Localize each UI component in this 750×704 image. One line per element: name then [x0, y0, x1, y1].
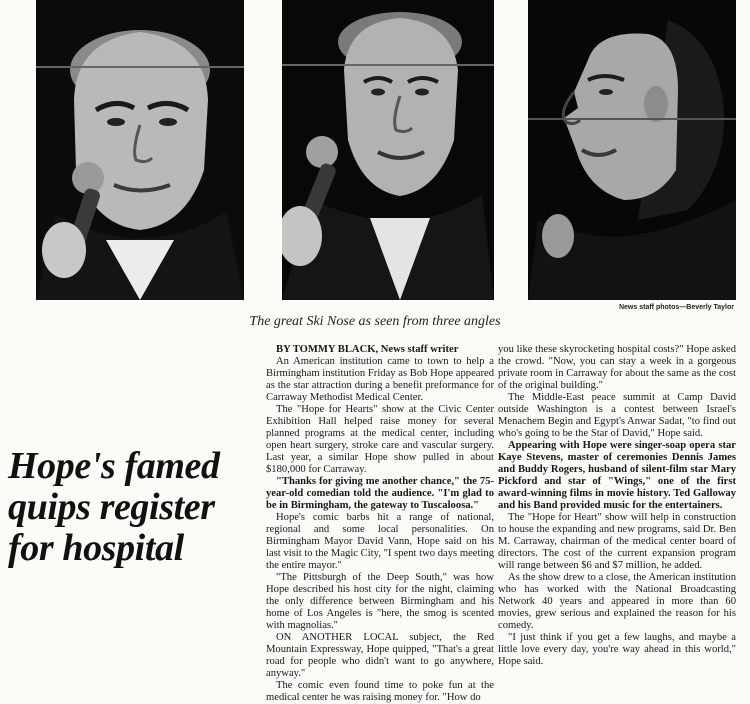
paragraph: The "Hope for Heart" show will help in construction to house the expanding and new programs, said Dr. Ben M. Carraway, chairman of the medical center board of directors. The cost of the current expansion program will range between $6 and $7 million, he added.: [498, 512, 736, 571]
photo-center: [282, 0, 494, 300]
paragraph: ON ANOTHER LOCAL subject, the Red Mountain Expressway, Hope quipped, "That's a great road for people who didn't want to go anywhere, anyway.": [266, 632, 494, 679]
article-column-1: [266, 344, 494, 704]
photo-right: [528, 0, 736, 300]
paragraph: Hope's comic barbs hit a range of national, regional and some local personalities. On Birmingham Mayor David Vann, Hope said on his last visit to the Magic City, "I spent two days meeting the entire mayor.": [266, 512, 494, 571]
bob-hope-portrait-left: [36, 0, 244, 300]
paragraph: The comic even found time to poke fun at the medical center he was raising money for. "How do: [266, 680, 494, 703]
paragraph: The "Hope for Hearts" show at the Civic Center Exhibition Hall helped raise money for several planned programs at the medical center, including open heart surgery, stroke care and vascular surgery. Last year, a similar Hope show pulled in about $180,000 for Carraway.: [266, 404, 494, 475]
headline: [8, 446, 263, 569]
paragraph: "The Pittsburgh of the Deep South," was how Hope described his host city for the night, claiming the only difference between Birmingham and his home of Los Angeles is "here, the smog is scented with magnolias.": [266, 572, 494, 631]
bob-hope-portrait-center: [282, 0, 494, 300]
headline-line-1: Hope's famed: [8, 445, 220, 487]
headline-line-3: for hospital: [8, 527, 184, 569]
paragraph: The Middle-East peace summit at Camp David outside Washington is a contest between Israel's Menachem Begin and Egypt's Anwar Sadat, "to find out who's going to be the Star of David," Hope said.: [498, 392, 736, 439]
paragraph: An American institution came to town to help a Birmingham institution Friday as Bob Hope appeared as the star attraction during a benefit preformance for Carraway Methodist Medical Center.: [266, 356, 494, 403]
photo-caption: The great Ski Nose as seen from three angles: [249, 314, 501, 329]
paragraph: Appearing with Hope were singer-soap opera star Kaye Stevens, master of ceremonies Dennis James and Buddy Rogers, husband of silent-film star Mary Pickford and star of "Wings," one of the first award-winning films in movie history. Ted Galloway and his Band provided music for the entertainers.: [498, 440, 736, 511]
bob-hope-portrait-profile: [528, 0, 736, 300]
paragraph: you like these skyrocketing hospital costs?" Hope asked the crowd. "Now, you can stay a week in a gorgeous private room in Carraway for about the same as the cost of the original building.": [498, 344, 736, 391]
paragraph: "Thanks for giving me another chance," the 75-year-old comedian told the audience. "I'm glad to be in Birmingham, the gateway to Tuscaloosa.": [266, 476, 494, 511]
article-column-2: [498, 344, 736, 668]
paragraph: As the show drew to a close, the American institution who has worked with the National Broadcasting Network 40 years and appeared in more than 60 movies, grew serious and explained the reason for his comedy.: [498, 572, 736, 631]
headline-line-2: quips register: [8, 486, 215, 528]
photo-credit: News staff photos—Beverly Taylor: [618, 304, 734, 311]
paragraph: "I just think if you get a few laughs, and maybe a little love every day, you're way ahead in this world," Hope said.: [498, 632, 736, 667]
photo-left: [36, 0, 244, 300]
byline: BY TOMMY BLACK, News staff writer: [276, 344, 459, 355]
